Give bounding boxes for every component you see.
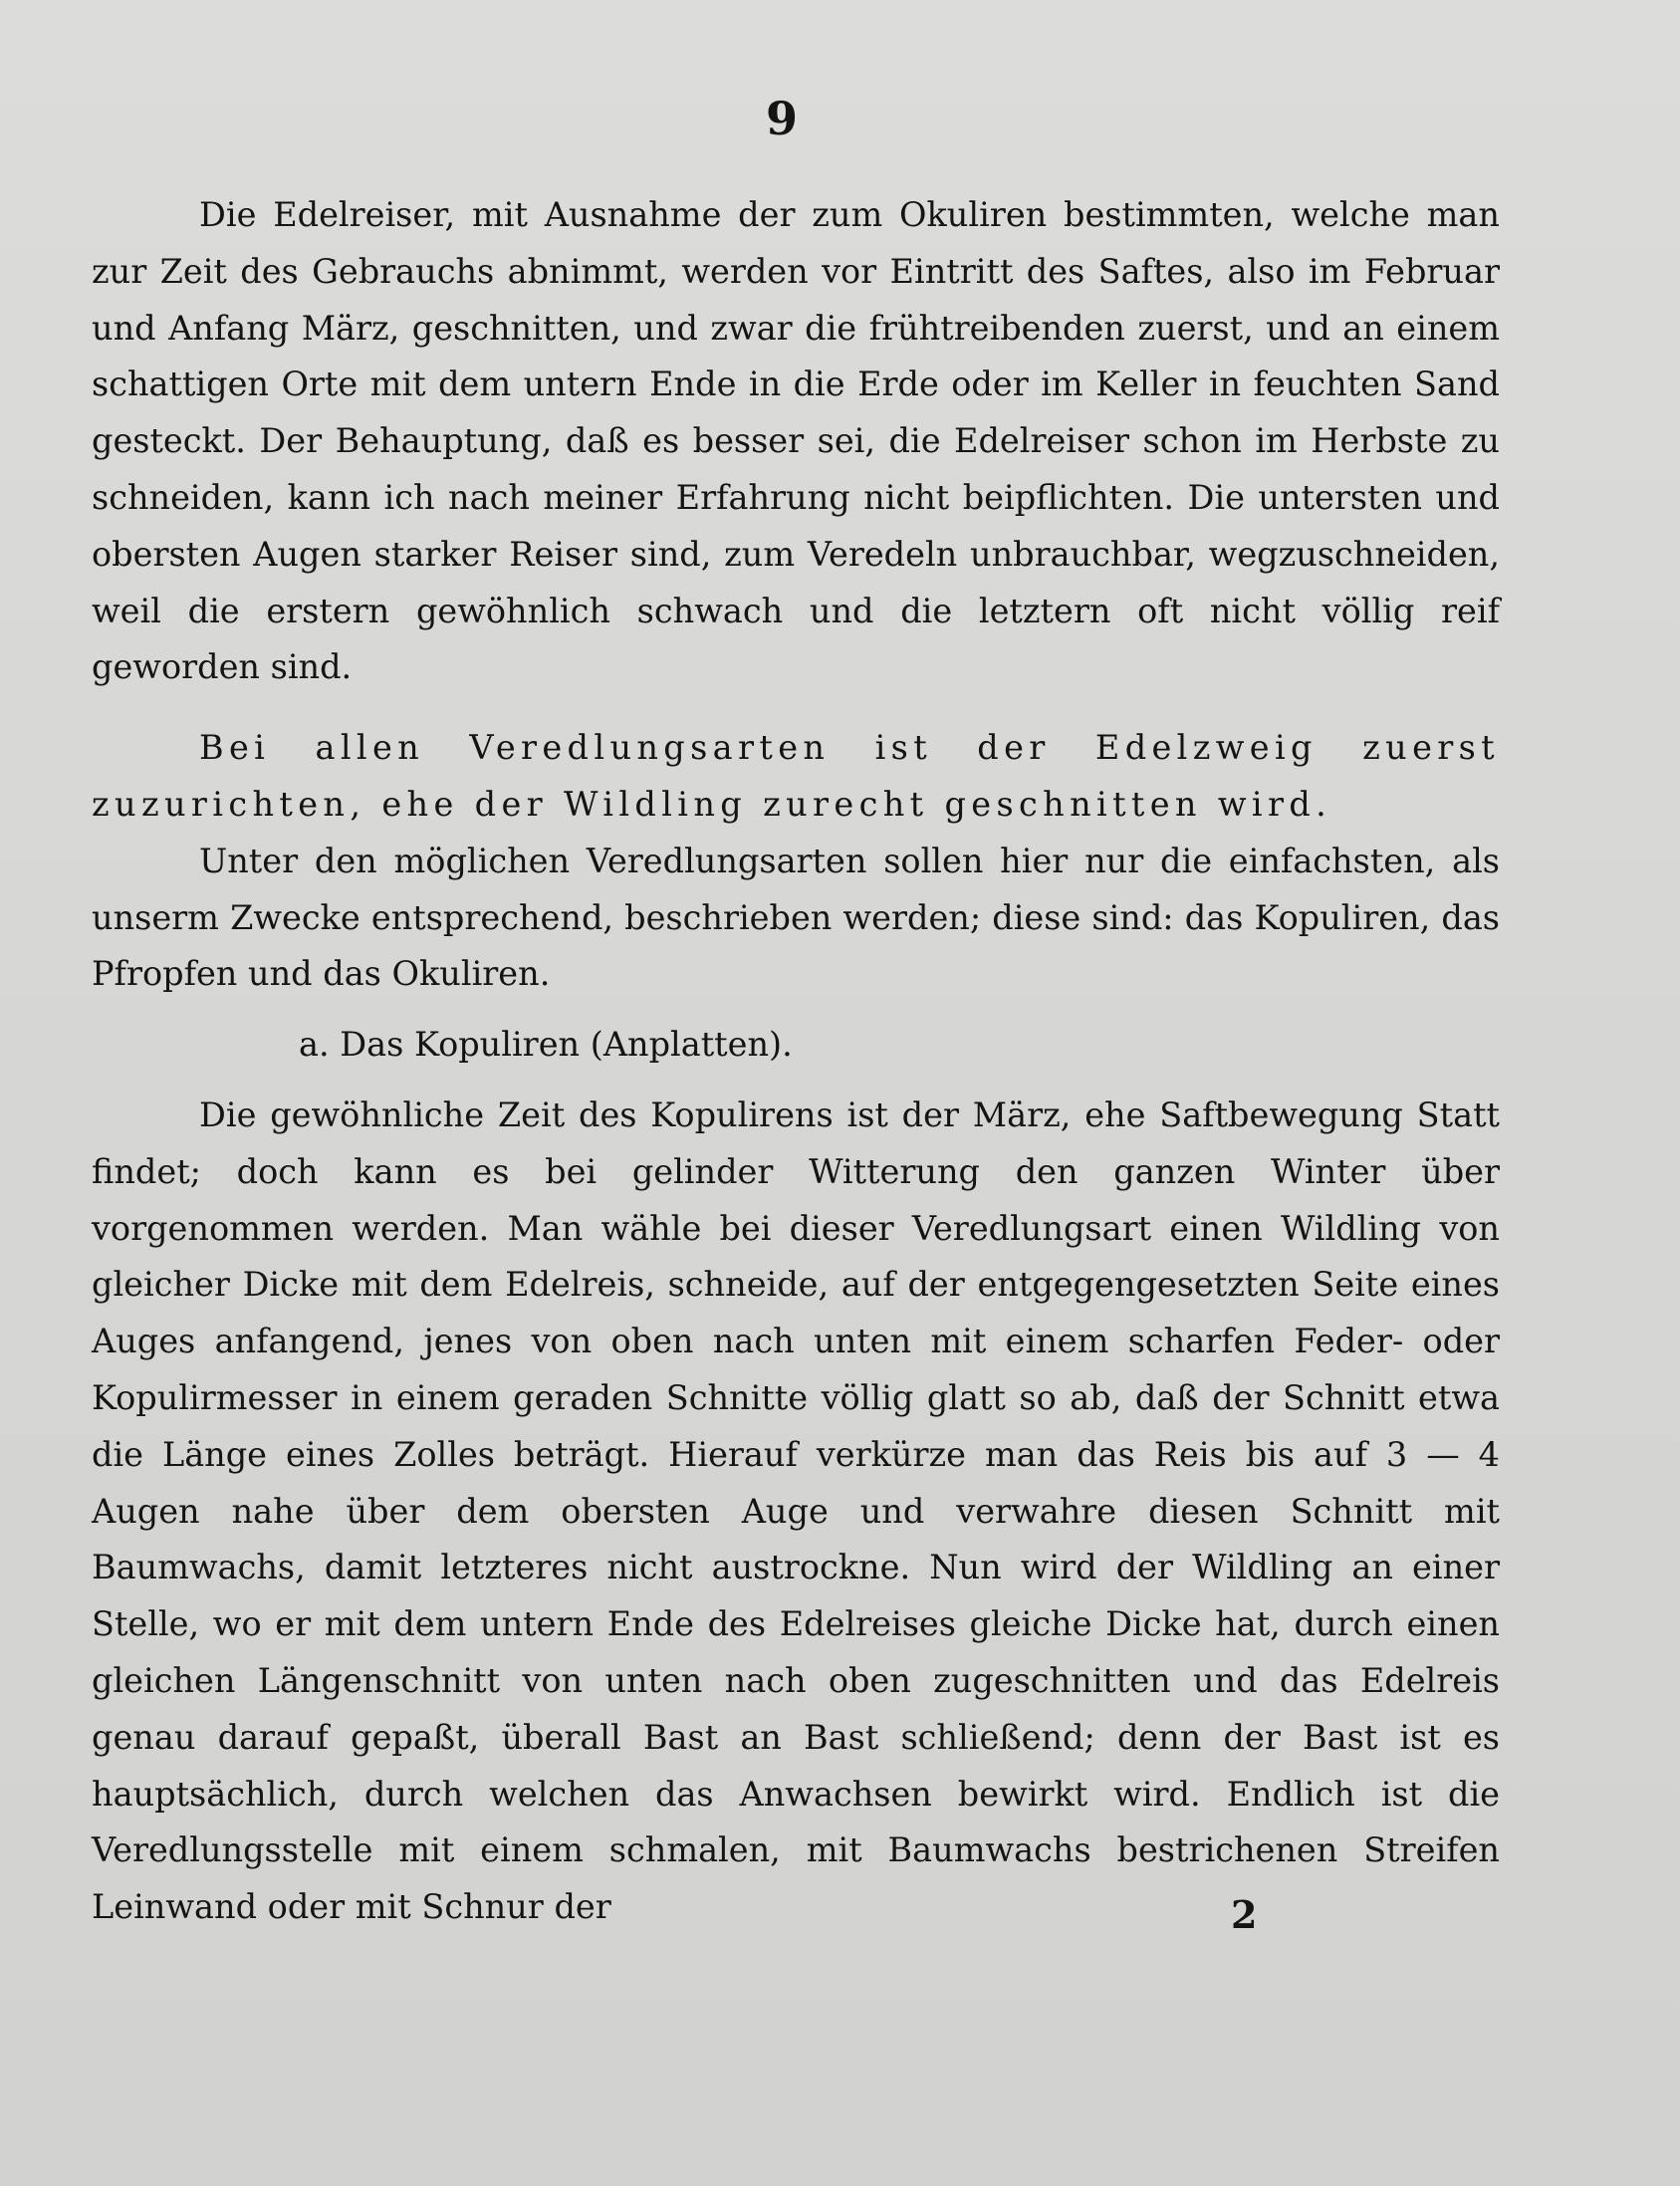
- paragraph-kopuliren: Die gewöhnliche Zeit des Kopulirens ist der März, ehe Saftbewegung Statt findet; doch kann es bei gelinder Witterung den ganzen Winter über vorgenommen werden. Man wähle bei dieser Veredlungsart einen Wildling von gleicher Dicke mit dem Edelreis, schneide, auf der entgegengesetzten Seite eines Auges anfangend, jenes von oben nach unten mit einem scharfen Feder- oder Kopulirmesser in einem geraden Schnitte völlig glatt so ab, daß der Schnitt etwa die Länge eines Zolles beträgt. Hierauf verkürze man das Reis bis auf 3 — 4 Augen nahe über dem obersten Auge und verwahre diesen Schnitt mit Baumwachs, damit letzteres nicht austrockne. Nun wird der Wildling an einer Stelle, wo er mit dem untern Ende des Edelreises gleiche Dicke hat, durch einen gleichen Längenschnitt von unten nach oben zugeschnitten und das Edelreis genau darauf gepaßt, überall Bast an Bast schließend; denn der Bast ist es hauptsächlich, durch welchen das Anwachsen bewirkt wird. Endlich ist die Veredlungsstelle mit einem schmalen, mit Baumwachs bestrichenen Streifen Leinwand oder mit Schnur der: [92, 1094, 1500, 1927]
- paragraph-edelreiser: Die Edelreiser, mit Ausnahme der zum Okuliren bestimmten, welche man zur Zeit des Gebrauchs abnimmt, werden vor Eintritt des Saftes, also im Februar und Anfang März, geschnitten, und zwar die frühtreibenden zuerst, und an einem schattigen Orte mit dem untern Ende in die Erde oder im Keller in feuchten Sand gesteckt. Der Behauptung, daß es besser sei, die Edelreiser schon im Herbste zu schneiden, kann ich nach meiner Erfahrung nicht beipflichten. Die untersten und obersten Augen starker Reiser sind, zum Veredeln unbrauchbar, wegzuschneiden, weil die erstern gewöhnlich schwach und die letztern oft nicht völlig reif geworden sind.: [92, 195, 1500, 687]
- section-heading-kopuliren: a. Das Kopuliren (Anplatten).: [299, 1025, 793, 1065]
- paragraph-veredlungsarten: Unter den möglichen Veredlungsarten sollen hier nur die einfachsten, als unserm Zwecke entsprechend, beschrieben werden; diese sind: das Kopuliren, das Pfropfen und das Okuliren.: [92, 841, 1500, 994]
- page-number: 9: [765, 92, 798, 145]
- paragraph-rule-edelzweig: Bei allen Veredlungsarten ist der Edelzweig zuerst zuzurichten, ehe der Wildling zurecht geschnitten wird.: [92, 728, 1500, 824]
- signature-mark: 2: [1231, 1892, 1258, 1937]
- body-text: [92, 187, 1500, 1936]
